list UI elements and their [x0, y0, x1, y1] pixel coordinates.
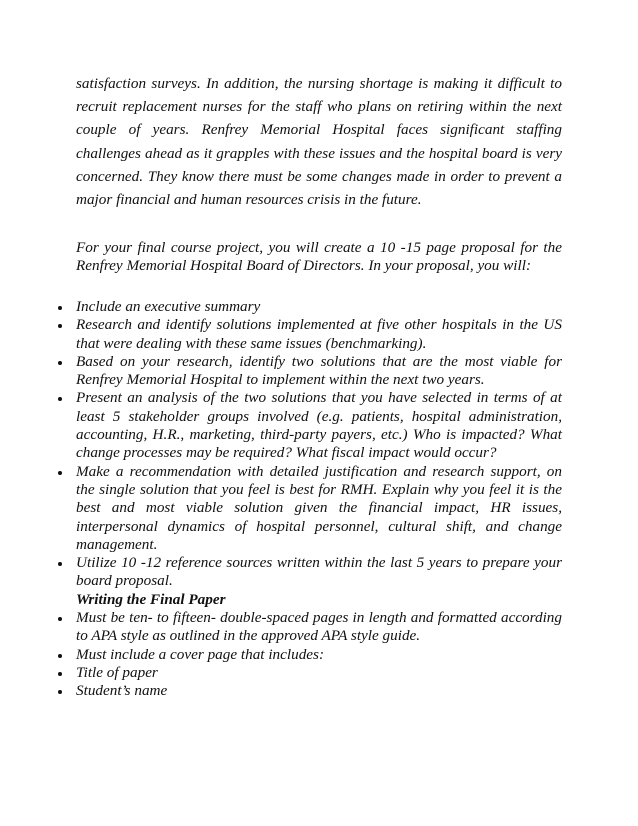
list-item-text: Include an executive summary: [76, 298, 261, 315]
requirements-list: [0, 298, 638, 701]
list-item: [0, 609, 562, 646]
list-item-text: Must include a cover page that includes:: [76, 645, 324, 663]
list-item-text: Student’s name: [76, 682, 168, 700]
intro-paragraph: satisfaction surveys. In addition, the nursing shortage is making it difficult to recruit replacement nurses for the staff who plans on retiring within the next couple of years. Renfrey Memorial Hospital faces significant staffing challenges ahead as it grapples with these issues and the hospital board is very concerned. They know there must be some changes made in order to prevent a major financial and human resources crisis in the future.: [76, 75, 562, 209]
list-item: [0, 463, 562, 554]
bullet-icon: [58, 562, 62, 566]
list-item-text: Must be ten- to fifteen- double-spaced pages in length and formatted according to APA style as outlined in the approved APA style guide.: [76, 609, 562, 645]
bullet-icon: [58, 361, 62, 365]
bullet-icon: [58, 654, 62, 658]
project-paragraph: For your final course project, you will create a 10 -15 page proposal for the Renfrey Memorial Hospital Board of Directors. In your proposal, you will:: [76, 239, 562, 275]
list-item: [0, 353, 562, 390]
bullet-icon: [58, 471, 62, 475]
list-item-text: Utilize 10 -12 reference sources written within the last 5 years to prepare your board proposal.: [76, 554, 562, 590]
list-item-text: Present an analysis of the two solutions that you have selected in terms of at least 5 stakeholder groups involved (e.g. patients, hospital administration, accounting, H.R., marketing, third-party payers, etc.) Who is impacted? What change processes may be required? What fiscal impact would occur?: [76, 389, 562, 462]
bullet-icon: [58, 397, 62, 401]
list-item: [0, 682, 562, 700]
bullet-icon: [58, 324, 62, 328]
bullet-icon: [58, 690, 62, 694]
bullet-icon: [58, 672, 62, 676]
list-item: [0, 646, 562, 664]
list-item-text: Research and identify solutions implemented at five other hospitals in the US that were dealing with these same issues (benchmarking).: [76, 316, 562, 352]
list-item: [0, 298, 562, 316]
section-heading: Writing the Final Paper: [76, 590, 226, 608]
bullet-icon: [58, 617, 62, 621]
bullet-icon: [58, 306, 62, 310]
list-item-text: Title of paper: [76, 663, 158, 681]
list-item: [0, 554, 562, 591]
list-item: [0, 664, 562, 682]
list-item-text: Make a recommendation with detailed justification and research support, on the single solution that you feel is best for RMH. Explain why you feel it is the best and most viable solution given the financial impact, HR issues, interpersonal dynamics of hospital personnel, cultural shift, and change management.: [76, 462, 562, 553]
list-item-text: Based on your research, identify two solutions that are the most viable for Renfrey Memorial Hospital to implement within the next two years.: [76, 352, 562, 389]
list-item: [0, 316, 562, 353]
list-item: [0, 389, 562, 462]
